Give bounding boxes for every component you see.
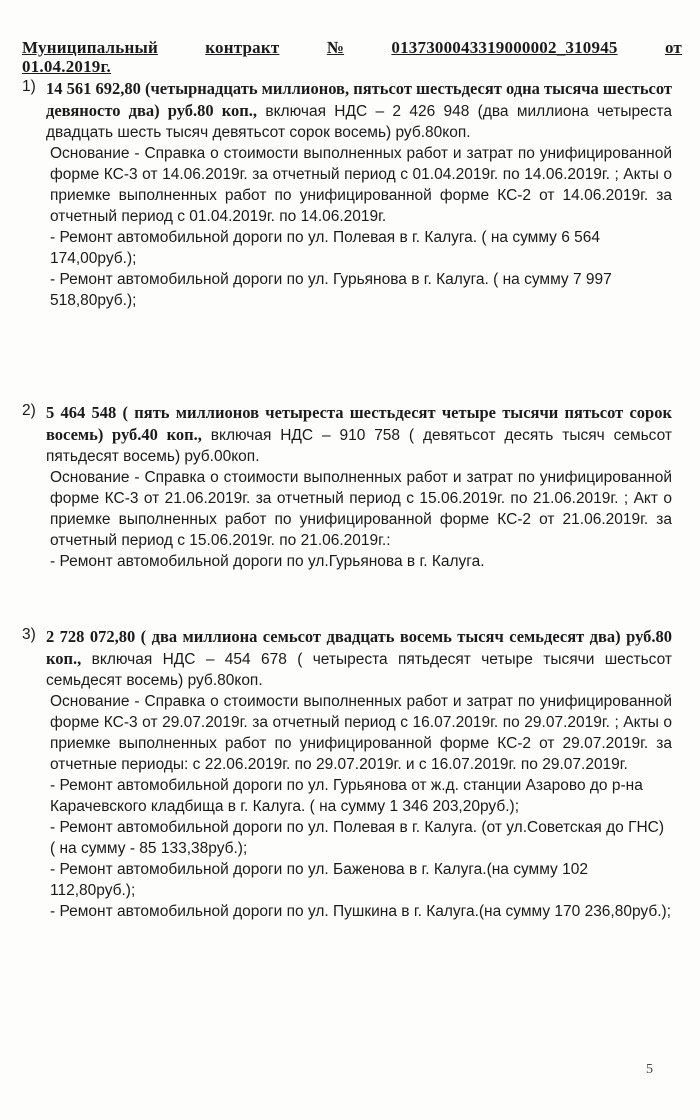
work-entry: - Ремонт автомобильной дороги по ул. Пушкина в г. Калуга.(на сумму 170 236,80руб.);: [50, 903, 671, 920]
contract-date: 01.04.2019г.: [22, 57, 111, 76]
amount-bold: 5 464 548 ( пять миллионов четыреста шестьдесят четыре тысячи пятьсот сорок восемь) руб.40 коп.,: [46, 403, 672, 444]
contract-number: 0137300043319000002_310945: [391, 38, 618, 57]
item-number: 1): [22, 78, 36, 95]
amount-bold: 2 728 072,80 ( два миллиона семьсот двадцать восемь тысяч семьдесят два) руб.80 коп.,: [46, 627, 672, 668]
work-entry: - Ремонт автомобильной дороги по ул. Гурьянова в г. Калуга. ( на сумму 7 997 518,80руб.);: [50, 271, 612, 309]
title-word-contract: контракт: [205, 38, 280, 57]
work-entry: - Ремонт автомобильной дороги по ул. Полевая в г. Калуга. ( на сумму 6 564 174,00руб.);: [50, 229, 601, 267]
item-basis: Основание - Справка о стоимости выполненных работ и затрат по унифицированной форме КС-3 от 14.06.2019г. за отчетный период с 01.04.2019г. по 14.06.2019г. ; Акты о приемке выполненных работ по унифицированной форме КС-2 от 14.06.2019г. за отчетный период с 01.04.2019г. по 14.06.2019г.: [50, 145, 672, 225]
payment-item-3: [22, 626, 672, 922]
item-amount: [46, 78, 672, 143]
page-number: 5: [646, 1062, 653, 1077]
work-entry: - Ремонт автомобильной дороги по ул.Гурьянова в г. Калуга.: [50, 553, 485, 570]
item-amount: [46, 626, 672, 691]
item-number: 3): [22, 626, 36, 643]
item-number: 2): [22, 402, 36, 419]
amount-bold: 14 561 692,80 (четырнадцать миллионов, пятьсот шестьдесят одна тысяча шестьсот девяносто два) руб.80 коп.,: [46, 79, 673, 120]
contract-title-line1: [22, 38, 682, 57]
title-word-municipal: Муниципальный: [22, 38, 158, 57]
item-basis: Основание - Справка о стоимости выполненных работ и затрат по унифицированной форме КС-3 от 21.06.2019г. за отчетный период с 15.06.2019г. по 21.06.2019г. ; Акт о приемке выполненных работ по унифицированной форме КС-2 от 21.06.2019г. за отчетный период с 15.06.2019г. по 21.06.2019г.:: [50, 469, 672, 549]
amount-vat: включая НДС – 454 678 ( четыреста пятьдесят четыре тысячи шестьсот семьдесят восемь) руб.80коп.: [46, 651, 672, 689]
amount-vat: включая НДС – 2 426 948 (два миллиона четыреста двадцать шесть тысяч девятьсот сорок восемь) руб.80коп.: [46, 103, 672, 141]
title-word-from: от: [664, 38, 682, 57]
payment-item-1: [22, 78, 672, 311]
work-entry: - Ремонт автомобильной дороги по ул. Гурьянова от ж.д. станции Азарово до р-на Карачевского кладбища в г. Калуга. ( на сумму 1 346 203,20руб.);: [50, 777, 643, 815]
payment-item-2: [22, 402, 672, 572]
work-entry: - Ремонт автомобильной дороги по ул. Баженова в г. Калуга.(на сумму 102 112,80руб.);: [50, 861, 588, 899]
work-entry: - Ремонт автомобильной дороги по ул. Полевая в г. Калуга. (от ул.Советская до ГНС) ( на сумму - 85 133,38руб.);: [50, 819, 665, 857]
item-amount: [46, 402, 672, 467]
contract-title: [22, 38, 682, 76]
item-basis: Основание - Справка о стоимости выполненных работ и затрат по унифицированной форме КС-3 от 29.07.2019г. за отчетный период с 16.07.2019г. по 29.07.2019г. ; Акты о приемке выполненных работ по унифицированной форме КС-2 от 29.07.2019г. за отчетные периоды: с 22.06.2019г. по 29.07.2019г. и с 16.07.2019г. по 29.07.2019г.: [50, 693, 672, 773]
title-number-sign: №: [326, 38, 345, 57]
amount-vat: включая НДС – 910 758 ( девятьсот десять тысяч семьсот пятьдесят восемь) руб.00коп.: [46, 427, 672, 465]
